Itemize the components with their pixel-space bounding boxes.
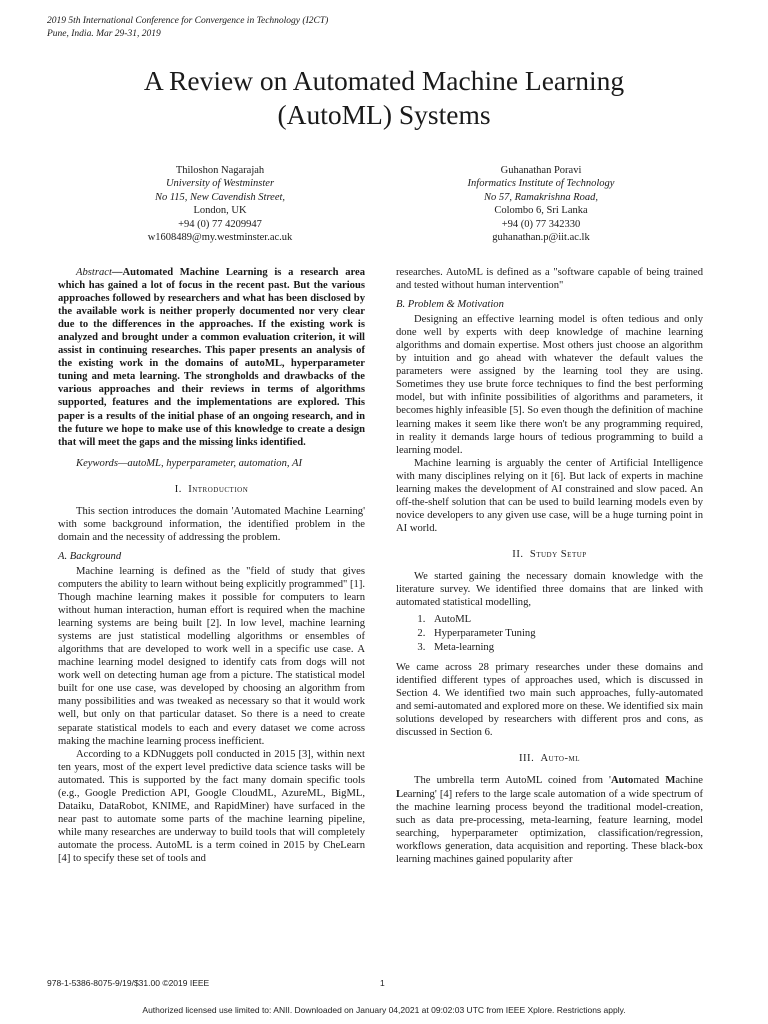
author-city: London, UK bbox=[193, 205, 247, 217]
list-item: 2. Hyperparameter Tuning bbox=[428, 627, 703, 641]
abstract-dash: — bbox=[111, 267, 123, 278]
author-email[interactable]: guhanathan.p@iit.ac.lk bbox=[492, 232, 590, 244]
text-run: mated bbox=[633, 775, 666, 787]
study-paragraph-1: We started gaining the necessary domain knowledge with the literature survey. We identified three domains that are linked with automated statistical modelling, bbox=[396, 570, 703, 609]
list-item: 3. Meta-learning bbox=[428, 641, 703, 655]
section-heading-study-setup bbox=[396, 548, 703, 561]
subsection-heading-problem: B. Problem & Motivation bbox=[396, 299, 504, 311]
section-number: II. bbox=[512, 548, 524, 560]
section-heading-introduction bbox=[58, 483, 365, 496]
author-city: Colombo 6, Sri Lanka bbox=[494, 205, 588, 217]
paper-title bbox=[0, 64, 768, 132]
author-affiliation: University of Westminster bbox=[165, 178, 275, 190]
section-title: Introduction bbox=[188, 483, 249, 495]
study-paragraph-2: We came across 28 primary researches under these domains and identified different types of approaches used, which is discussed in Section 4. We identified two main such approaches, fully-automated and semi-automated and explored more on these. We identified six main solutions developed by researchers with different pros and cons, as discussed in Section 6. bbox=[396, 662, 703, 739]
background-paragraph-2: According to a KDNuggets poll conducted in 2015 [3], within next ten years, most of the expert level predictive data science tasks will be automated. This is supported by the fact many domain specific tools (e.g., Google Prediction API, Google CloudML, AzureML, BigML, Dataiku, DataRobot, KNIME, and RapidMiner) have surfaced in the near past to automate some parts of the machine learning pipeline, while many researches are underway to build tools that will completely automate the process. AutoML is a term coined in 2015 by CheLearn [4] to specify these set of tools and bbox=[58, 748, 365, 864]
footer-isbn: 978-1-5386-8075-9/19/$31.00 ©2019 IEEE bbox=[47, 978, 210, 988]
conference-name: 2019 5th International Conference for Convergence in Technology (I2CT) bbox=[47, 16, 329, 26]
license-notice: Authorized licensed use limited to: ANII. Downloaded on January 04,2021 at 09:02:03 UTC from IEEE Xplore. Restrictions apply. bbox=[142, 1005, 626, 1015]
text-run: AutoML bbox=[505, 775, 542, 787]
problem-paragraph-2: Machine learning is arguably the center of Artificial Intelligence with many disciplines relying on it [6]. But lack of experts in machine learning makes the development of AI constrained and slow paced. An off-the-shelf solution that can be used to build learning models even by novice developers to any given use case, will be a huge turning point in AI world. bbox=[396, 457, 703, 534]
left-column bbox=[58, 266, 365, 865]
intro-paragraph: This section introduces the domain 'Automated Machine Learning' with some background information, the identified problem in the domain and the necessity of addressing the problem. bbox=[58, 505, 365, 543]
keywords: Keywords—autoML, hyperparameter, automation, AI bbox=[76, 457, 302, 469]
section-number: I. bbox=[174, 483, 182, 495]
background-paragraph-2-continued: researches. AutoML is defined as a "software capable of being trained and tested without human intervention" bbox=[396, 267, 703, 292]
conference-header bbox=[47, 15, 328, 40]
subsection-heading-background: A. Background bbox=[58, 550, 122, 562]
author-address: No 115, New Cavendish Street, bbox=[154, 191, 286, 203]
title-line-2: (AutoML) Systems bbox=[277, 99, 491, 130]
author-name: Guhanathan Poravi bbox=[500, 165, 582, 176]
problem-paragraph-1: Designing an effective learning model is often tedious and only done well by experts with deep knowledge of machine learning algorithms and domain expertise. Most others just choose an algorithm by intuition and go ahead with whatever the default values the parameters were assigned by the learning tool they are using. Sometimes they use brute force techniques to find the best performing model, but with infinite possibilities of algorithms and parameters, it becomes highly infeasible [5]. So even though the definition of machine learning makes it seem like there won't be any programming required, in reality it demands large hours of tedious programming to build a learning model. bbox=[396, 314, 703, 456]
author-phone: +94 (0) 77 342330 bbox=[501, 218, 581, 230]
author-phone: +94 (0) 77 4209947 bbox=[178, 218, 262, 230]
author-affiliation: Informatics Institute of Technology bbox=[467, 178, 615, 190]
page-number: 1 bbox=[380, 978, 385, 988]
abstract-label: Abstract bbox=[76, 267, 112, 278]
author-address: No 57, Ramakrishna Road, bbox=[483, 191, 599, 203]
text-run-bold: L bbox=[396, 788, 404, 800]
abstract-text: Automated Machine Learning is a research area which has gained a lot of focus in the recent past. But the various approaches followed by researchers and what has been disclosed by the available work is neither properly documented nor very clear due to the differences in the approaches. If the existing work is analyzed and brought under a common evaluation criterion, it will assist in continuing researches. This paper presents an analysis of the existing work in the domains of autoML, hyperparameter tuning and meta learning. The strongholds and drawbacks of the various approaches and their reviews in terms of algorithms supported, features and the implementations are explored. This paper is a results of the initial phase of an ongoing research, and in the future we hope to make use of this knowledge to create a design that will meet the gaps and the missing links identified. bbox=[58, 267, 365, 448]
right-column bbox=[396, 266, 703, 866]
automl-paragraph bbox=[396, 774, 703, 865]
text-run: earning' [4] refers to the large scale automation of a wide spectrum of the machine learning process beyond the traditional model-creation, such as data pre-processing, meta-learning, feature learning, model searching, hyperparameter optimization, classification/regression, workflows generation, data acquisition and reporting. These black-box learning machines gained popularity after bbox=[396, 788, 703, 865]
list-item: 1. AutoML bbox=[428, 613, 703, 627]
background-paragraph-1: Machine learning is defined as the "field of study that gives computers the ability to learn without being explicitly programmed" [1]. Though machine learning makes it possible for computers to learn without human interaction, human effort is required when the machine learning systems are being built [2]. In low level, machine learning systems are just statistical modelling algorithms or ensembles of algorithms that are developed to work well in a specific use case. A machine learning model designed to identify cats from dogs will not work well on detecting human age from a picture. The statistical model built for one use case, was developed by choosing an algorithm from many possibilities and was tweaked as necessary so that it would work well, but only on that particular dataset. So there is a need to create separate statistical models to each and every dataset we come across making the machine learning process inefficient. bbox=[58, 565, 365, 747]
text-run: The umbrella term bbox=[414, 775, 506, 787]
text-run-bold: Auto bbox=[610, 775, 634, 787]
abstract bbox=[58, 266, 365, 449]
author-email[interactable]: w1608489@my.westminster.ac.uk bbox=[147, 232, 293, 244]
conference-location: Pune, India. Mar 29-31, 2019 bbox=[47, 28, 161, 39]
author-block-2 bbox=[416, 164, 666, 244]
section-heading-automl bbox=[396, 752, 703, 765]
text-run: coined from ' bbox=[541, 775, 611, 787]
text-run: achine bbox=[675, 775, 703, 787]
section-title: Auto-ml bbox=[540, 753, 580, 765]
section-number: III. bbox=[519, 753, 535, 765]
section-title: Study Setup bbox=[529, 548, 587, 560]
domain-list bbox=[396, 613, 703, 655]
author-block-1 bbox=[95, 164, 345, 244]
title-line-1: A Review on Automated Machine Learning bbox=[143, 65, 625, 96]
text-run-bold: M bbox=[665, 775, 676, 787]
author-name: Thiloshon Nagarajah bbox=[175, 165, 265, 176]
